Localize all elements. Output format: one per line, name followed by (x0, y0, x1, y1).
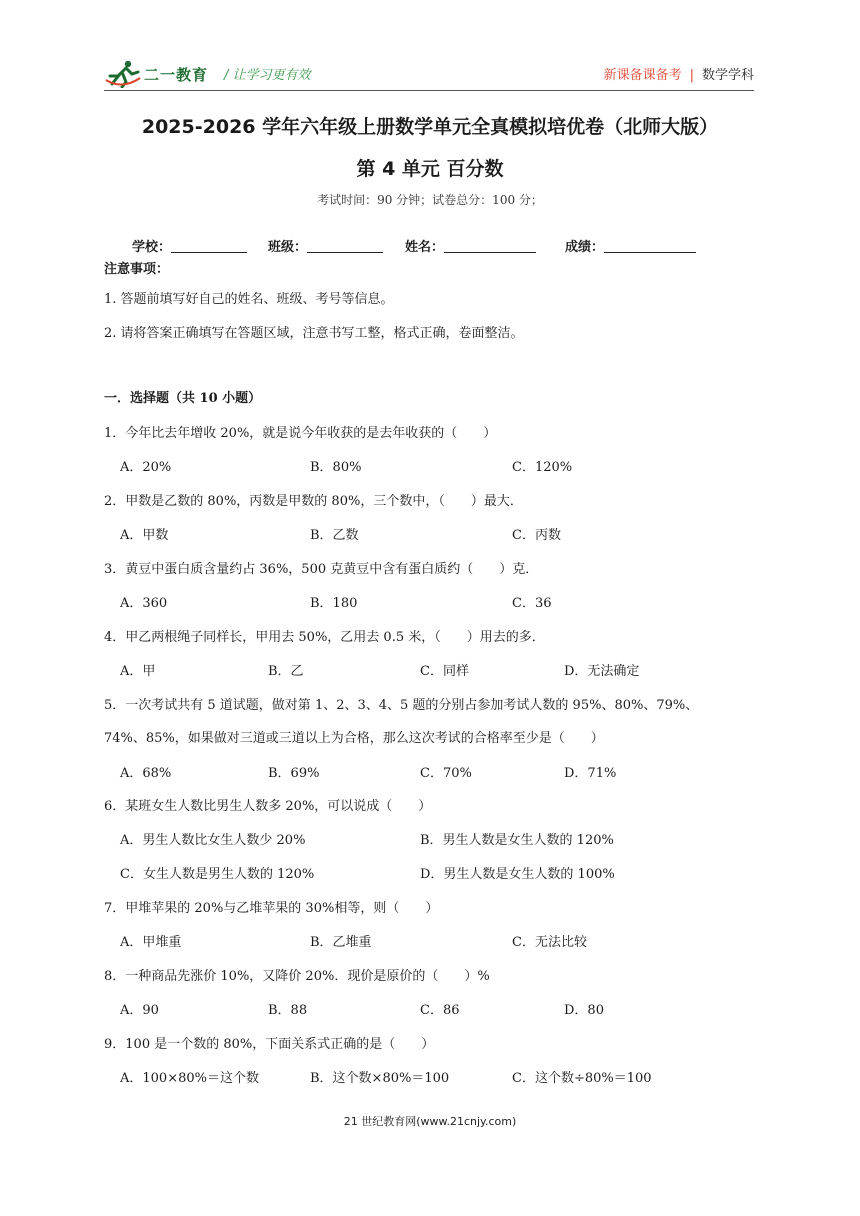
option[interactable]: C．86 (420, 1003, 460, 1018)
question-6: 6．某班女生人数比男生人数多 20%，可以说成（ ） (104, 799, 432, 814)
slogan: / 让学习更有效 (224, 68, 311, 83)
option[interactable]: C．120% (512, 460, 573, 475)
question-1: 1．今年比去年增收 20%，就是说今年收获的是去年收获的（ ） (104, 426, 497, 441)
option[interactable]: C．女生人数是男生人数的 120% (120, 867, 315, 882)
question-3: 3．黄豆中蛋白质含量约占 36%，500 克黄豆中含有蛋白质约（ ）克． (104, 562, 539, 577)
option[interactable]: C．丙数 (512, 528, 561, 543)
option[interactable]: B．80% (310, 460, 362, 475)
option[interactable]: A．男生人数比女生人数少 20% (120, 833, 306, 848)
header-tag-prep: 新课备课备考 (603, 68, 682, 83)
option[interactable]: B．88 (268, 1003, 308, 1018)
question-9: 9．100 是一个数的 80%，下面关系式正确的是（ ） (104, 1037, 435, 1052)
header-right (604, 64, 754, 83)
header-tag-subject: 数学学科 (701, 68, 754, 83)
option[interactable]: A．20% (120, 460, 172, 475)
option[interactable]: B．乙堆重 (310, 935, 372, 950)
option[interactable]: D．无法确定 (564, 664, 640, 679)
header-divider (104, 90, 754, 91)
option[interactable]: C．70% (420, 766, 472, 781)
option[interactable]: C．无法比较 (512, 935, 587, 950)
option[interactable]: D．80 (564, 1003, 604, 1018)
question-7: 7．甲堆苹果的 20%与乙堆苹果的 30%相等，则（ ） (104, 901, 439, 916)
school-field[interactable]: 学校： (132, 236, 247, 255)
option[interactable]: D．71% (564, 766, 617, 781)
option[interactable]: A．甲 (120, 664, 156, 679)
name-field[interactable]: 姓名： (405, 236, 536, 255)
question-2: 2．甲数是乙数的 80%，丙数是甲数的 80%，三个数中，（ ）最大． (104, 494, 523, 509)
option[interactable]: B．乙 (268, 664, 304, 679)
logo-text: 二一教育 (144, 66, 209, 84)
header-separator: | (689, 68, 694, 83)
option[interactable]: A．90 (120, 1003, 159, 1018)
score-field[interactable]: 成绩： (565, 236, 696, 255)
option[interactable]: B．180 (310, 596, 358, 611)
document-title: 2025-2026 学年六年级上册数学单元全真模拟培优卷（北师大版） (141, 116, 719, 138)
class-field[interactable]: 班级： (268, 236, 383, 255)
runner-icon (104, 60, 142, 88)
section-title: 一．选择题（共 10 小题） (104, 391, 262, 406)
option[interactable]: D．男生人数是女生人数的 100% (420, 867, 615, 882)
option[interactable]: C．这个数÷80%＝100 (512, 1071, 652, 1086)
question-5-continued: 74%、85%，如果做对三道或三道以上为合格，那么这次考试的合格率至少是（ ） (104, 731, 604, 746)
option[interactable]: B．乙数 (310, 528, 359, 543)
option[interactable]: B．69% (268, 766, 320, 781)
page-header (104, 58, 754, 90)
option[interactable]: B．这个数×80%＝100 (310, 1071, 450, 1086)
option[interactable]: A．甲数 (120, 528, 169, 543)
option[interactable]: A．甲堆重 (120, 935, 182, 950)
student-info-fields (132, 236, 732, 256)
exam-info: 考试时间：90 分钟；试卷总分：100 分； (317, 193, 543, 207)
note-item: 2. 请将答案正确填写在答题区域，注意书写工整，格式正确，卷面整洁。 (104, 326, 524, 341)
option[interactable]: A．360 (120, 596, 168, 611)
question-5: 5．一次考试共有 5 道试题，做对第 1、2、3、4、5 题的分别占参加考试人数的 95%、80%、79%、 (104, 698, 699, 713)
notes-title: 注意事项： (104, 262, 170, 277)
logo (104, 58, 214, 90)
note-item: 1. 答题前填写好自己的姓名、班级、考号等信息。 (104, 292, 394, 307)
question-8: 8．一种商品先涨价 10%，又降价 20%．现价是原价的（ ）% (104, 969, 490, 984)
document-subtitle: 第 4 单元 百分数 (356, 158, 504, 180)
option[interactable]: B．男生人数是女生人数的 120% (420, 833, 614, 848)
option[interactable]: C．同样 (420, 664, 469, 679)
page-footer: 21 世纪教育网(www.21cnjy.com) (343, 1115, 517, 1128)
option[interactable]: A．100×80%＝这个数 (120, 1071, 259, 1086)
option[interactable]: C．36 (512, 596, 552, 611)
question-4: 4．甲乙两根绳子同样长，甲用去 50%，乙用去 0.5 米，（ ）用去的多． (104, 630, 545, 645)
option[interactable]: A．68% (120, 766, 172, 781)
